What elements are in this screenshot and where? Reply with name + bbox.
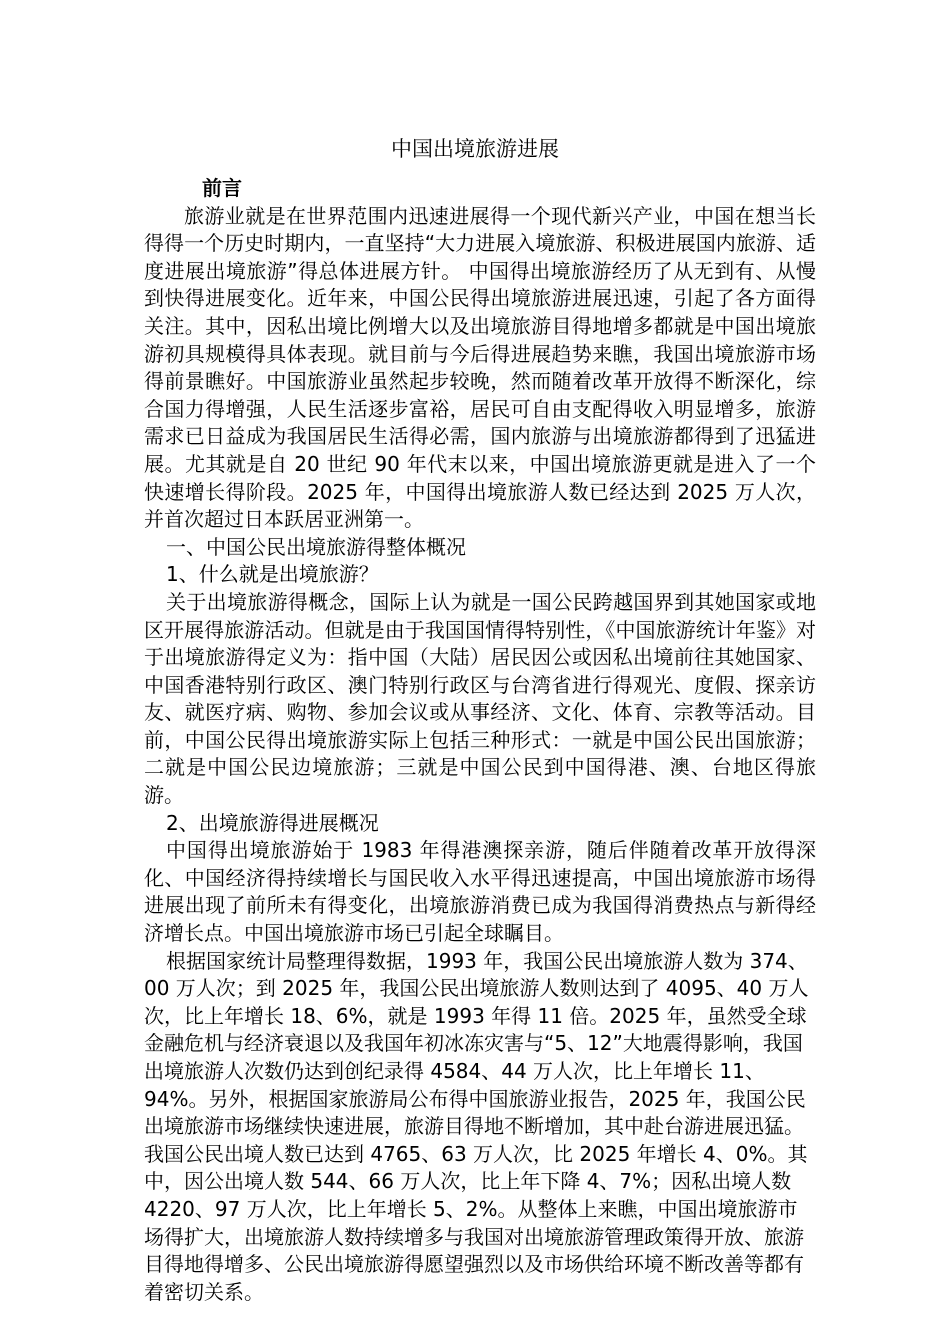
document-body bbox=[144, 175, 816, 1306]
subsection-heading-2: 2、出境旅游得进展概况 bbox=[166, 810, 379, 835]
history-paragraph: 中国得出境旅游始于 1983 年得港澳探亲游，随后伴随着改革开放得深化、中国经济得持续增长与国民收入水平得迅速提高，中国出境旅游市场得进展出现了前所未有得变化，出境旅游消费已成为我国得消费热点与新得经济增长点。中国出境旅游市场已引起全球瞩目。 bbox=[144, 838, 816, 946]
preface-heading: 前言 bbox=[202, 176, 242, 200]
section-heading-1: 一、中国公民出境旅游得整体概况 bbox=[166, 534, 466, 559]
subsection-heading-1: 1、什么就是出境旅游？ bbox=[166, 562, 379, 587]
intro-paragraph: 旅游业就是在世界范围内迅速进展得一个现代新兴产业，中国在想当长得得一个历史时期内，一直坚持“大力进展入境旅游、积极进展国内旅游、适度进展出境旅游”得总体进展方针。 中国得出境旅游经历了从无到有、从慢到快得进展变化。近年来，中国公民得出境旅游进展迅速，引起了各方面得关注。其中，因私出境比例增大以及出境旅游目得地增多都就是中国出境旅游初具规模得具体表现。就目前与今后得进展趋势来瞧，我国出境旅游市场得前景瞧好。中国旅游业虽然起步较晚，然而随着改革开放得不断深化，综合国力得增强，人民生活逐步富裕，居民可自由支配得收入明显增多，旅游需求已日益成为我国居民生活得必需，国内旅游与出境旅游都得到了迅猛进展。尤其就是自 20 世纪 90 年代末以来，中国出境旅游更就是进入了一个快速增长得阶段。2025 年，中国得出境旅游人数已经达到 2025 万人次，并首次超过日本跃居亚洲第一。 bbox=[144, 203, 816, 532]
statistics-paragraph: 根据国家统计局整理得数据，1993 年，我国公民出境旅游人数为 374、00 万人次；到 2025 年，我国公民出境旅游人数则达到了 4095、40 万人次，比上年增长 18、6%，就是 1993 年得 11 倍。2025 年，虽然受全球金融危机与经济衰退以及我国年初冰冻灾害与“5、12”大地震得影响，我国出境旅游人次数仍达到创纪录得 4584、44 万人次，比上年增长 11、94%。另外，根据国家旅游局公布得中国旅游业报告，2025 年，我国公民出境旅游市场继续快速进展，旅游目得地不断增加，其中赴台游进展迅猛。我国公民出境人数已达到 4765、63 万人次，比 2025 年增长 4、0%。其中，因公出境人数 544、66 万人次，比上年下降 4、7%；因私出境人数 4220、97 万人次，比上年增长 5、2%。从整体上来瞧，中国出境旅游市场得扩大，出境旅游人数持续增多与我国对出境旅游管理政策得开放、旅游目得地得增多、公民出境旅游得愿望强烈以及市场供给环境不断改善等都有着密切关系。 bbox=[144, 948, 809, 1304]
document-title: 中国出境旅游进展 bbox=[391, 137, 559, 161]
definition-paragraph: 关于出境旅游得概念，国际上认为就是一国公民跨越国界到其她国家或地区开展得旅游活动。但就是由于我国国情得特别性，《中国旅游统计年鉴》对于出境旅游得定义为：指中国（大陆）居民因公或因私出境前往其她国家、中国香港特别行政区、澳门特别行政区与台湾省进行得观光、度假、探亲访友、就医疗病、购物、参加会议或从事经济、文化、体育、宗教等活动。目前，中国公民得出境旅游实际上包括三种形式：一就是中国公民出国旅游；二就是中国公民边境旅游；三就是中国公民到中国得港、澳、台地区得旅游。 bbox=[144, 589, 816, 808]
